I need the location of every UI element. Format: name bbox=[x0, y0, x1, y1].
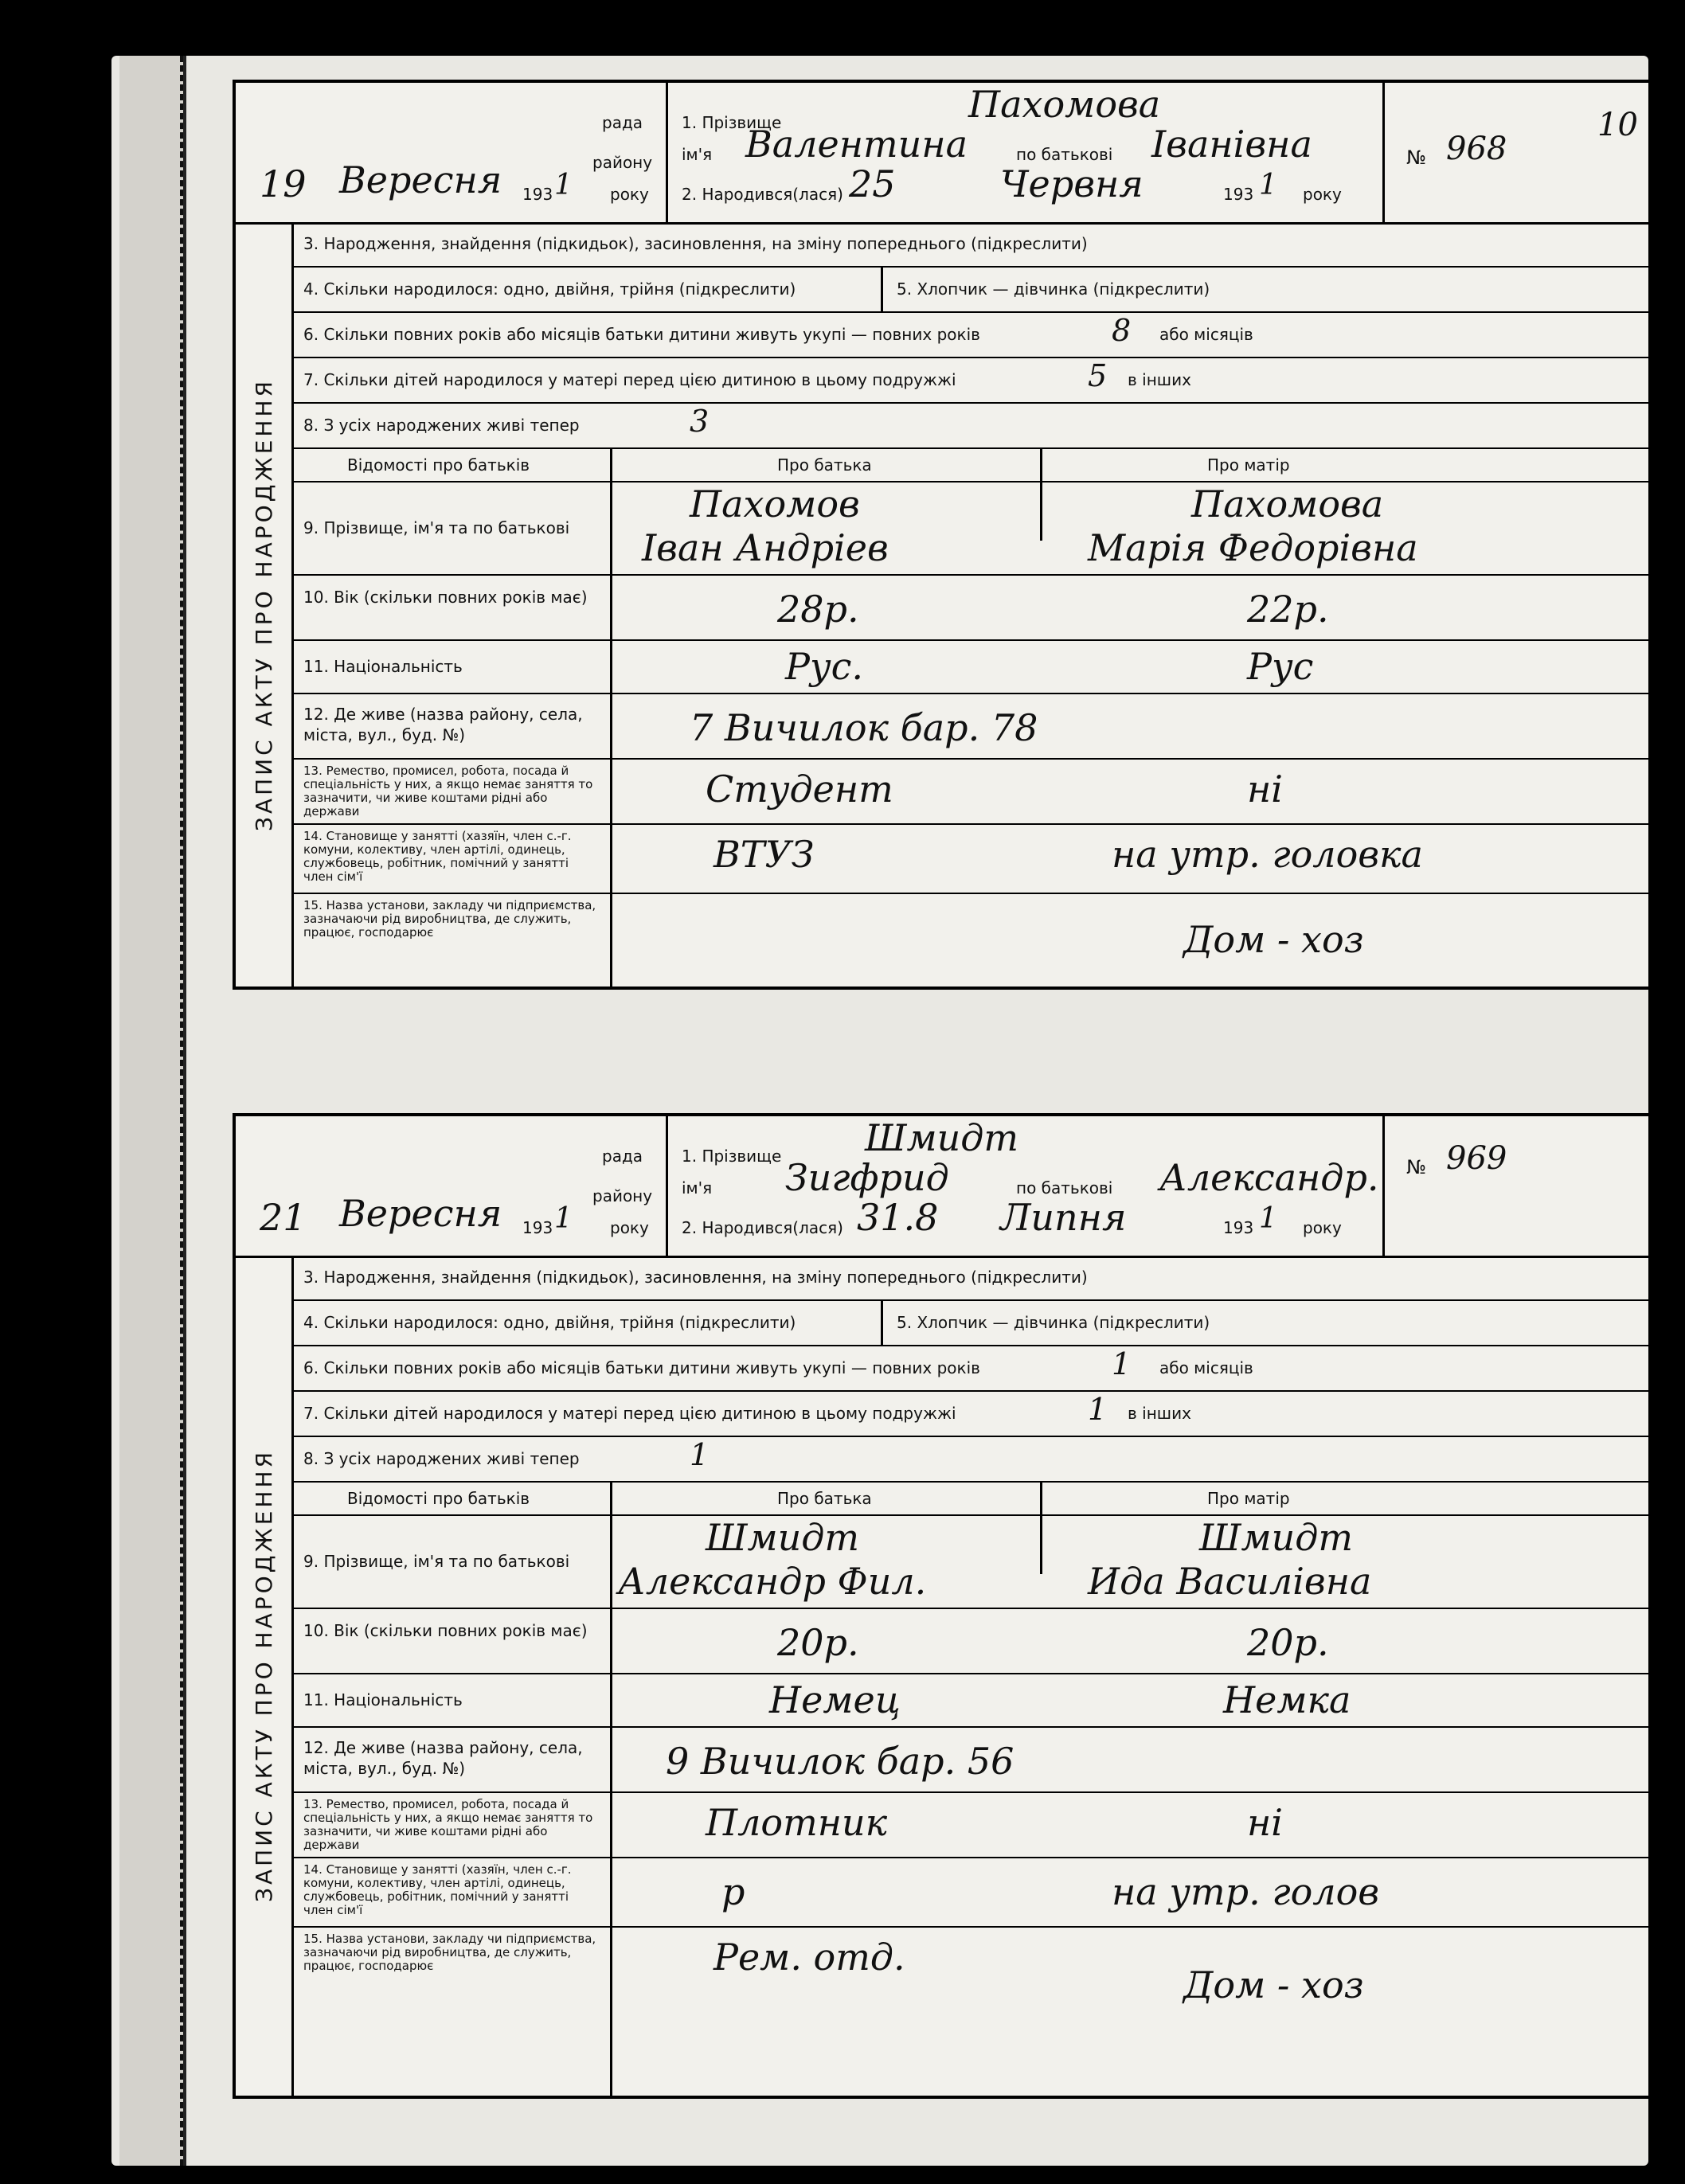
surname-label: 1. Прізвище bbox=[682, 113, 782, 132]
side-title bbox=[236, 222, 294, 987]
born-label: 2. Народився(лася) bbox=[682, 185, 843, 204]
q8-text: 8. З усіх народжених живі тепер bbox=[303, 416, 580, 435]
mother-surname: Шмидт bbox=[1199, 1516, 1354, 1559]
about-mother-label: Про матір bbox=[1207, 455, 1290, 475]
q15-text: 15. Назва установи, закладу чи підприємства, зазначаючи рід виробництва, де служить, працює, господарює bbox=[303, 898, 596, 940]
q11-text: 11. Національність bbox=[303, 1690, 463, 1709]
address: 7 Вичилок бар. 78 bbox=[690, 706, 1038, 749]
patronymic-label: по батькові bbox=[1016, 145, 1113, 164]
father-age: 28р. bbox=[777, 588, 859, 631]
side-title-text: ЗАПИС АКТУ ПРО НАРОДЖЕННЯ bbox=[250, 377, 277, 831]
reg-year-suffix: 1 bbox=[554, 1202, 573, 1235]
q10-text: 10. Вік (скільки повних років має) bbox=[303, 588, 588, 607]
birth-record-968 bbox=[233, 80, 1648, 990]
q6-text: 6. Скільки повних років або місяців батьки дитини живуть укупі — повних років bbox=[303, 1358, 980, 1377]
q7-row bbox=[291, 358, 1648, 404]
side-title-text: ЗАПИС АКТУ ПРО НАРОДЖЕННЯ bbox=[250, 1449, 277, 1902]
corner-note: 10 bbox=[1597, 107, 1638, 143]
child-surname: Шмидт bbox=[865, 1116, 1019, 1159]
roku-label: року bbox=[610, 1218, 649, 1237]
child-name-block bbox=[666, 83, 1385, 222]
q12-text: 12. Де живе (назва району, села, міста, вул., буд. №) bbox=[303, 1738, 583, 1778]
q7-text: 7. Скільки дітей народилося у матері перед цією дитиною в цьому подружжі bbox=[303, 1404, 956, 1423]
name-label: ім'я bbox=[682, 145, 713, 164]
surname-label: 1. Прізвище bbox=[682, 1147, 782, 1166]
binding-stitch bbox=[180, 56, 188, 2166]
birth-month: Червня bbox=[1000, 162, 1144, 205]
father-surname: Пахомов bbox=[690, 483, 860, 525]
father-name: Іван Андріев bbox=[642, 526, 889, 569]
q4-q5-row bbox=[291, 268, 1648, 313]
q14-text: 14. Становище у занятті (хазяїн, член с.-г. комуни, колективу, член артілі, одинець, службовець, робітник, помічний у занятті член сім'ї bbox=[303, 1862, 572, 1917]
mother-name: Марія Федорівна bbox=[1088, 526, 1418, 569]
q6b-text: або місяців bbox=[1159, 325, 1253, 344]
father-age: 20р. bbox=[777, 1621, 859, 1664]
page-binding bbox=[119, 56, 186, 2166]
record-number-block bbox=[1382, 83, 1648, 222]
alive-now: 1 bbox=[690, 1437, 710, 1472]
q8-row bbox=[291, 1437, 1648, 1483]
parents-header-row bbox=[291, 1483, 1648, 1516]
about-father-label: Про батька bbox=[777, 1489, 872, 1508]
q9-row bbox=[291, 1516, 1648, 1609]
q7b-text: в інших bbox=[1128, 1404, 1191, 1423]
record-body bbox=[291, 1256, 1648, 2096]
father-name: Александр Фил. bbox=[618, 1560, 927, 1603]
child-patronymic: Александр. bbox=[1159, 1156, 1379, 1199]
q7-row bbox=[291, 1392, 1648, 1437]
number-label: № bbox=[1406, 1156, 1426, 1178]
about-mother-label: Про матір bbox=[1207, 1489, 1290, 1508]
q3-text: 3. Народження, знайдення (підкидьок), засиновлення, на зміну попереднього (підкреслити) bbox=[303, 1268, 1088, 1287]
parents-header-row bbox=[291, 449, 1648, 483]
register-page bbox=[111, 56, 1648, 2166]
child-surname: Пахомова bbox=[968, 83, 1161, 126]
q6-row bbox=[291, 1346, 1648, 1392]
reg-year-prefix: 193 bbox=[522, 185, 553, 204]
side-title bbox=[236, 1256, 294, 2096]
years-together: 8 bbox=[1112, 313, 1132, 348]
mother-institution: на утр. головка bbox=[1112, 833, 1423, 876]
name-label: ім'я bbox=[682, 1178, 713, 1197]
number-label: № bbox=[1406, 147, 1426, 169]
q11-text: 11. Національність bbox=[303, 657, 463, 676]
rayonu-label: району bbox=[592, 1186, 653, 1205]
q11-row bbox=[291, 641, 1648, 694]
children-before: 1 bbox=[1088, 1392, 1108, 1427]
q6b-text: або місяців bbox=[1159, 1358, 1253, 1377]
mother-household: Дом - хоз bbox=[1183, 918, 1364, 961]
mother-age: 20р. bbox=[1247, 1621, 1329, 1664]
patronymic-label: по батькові bbox=[1016, 1178, 1113, 1197]
mother-occupation: ні bbox=[1247, 768, 1284, 811]
record-number: 969 bbox=[1446, 1140, 1507, 1177]
mother-household: Дом - хоз bbox=[1183, 1963, 1364, 2006]
mother-nationality: Немка bbox=[1223, 1678, 1351, 1721]
q13-row bbox=[291, 1793, 1648, 1858]
q12-row bbox=[291, 1728, 1648, 1793]
reg-month: Вересня bbox=[339, 1192, 502, 1235]
registration-date-block bbox=[236, 1116, 668, 1256]
father-nationality: Немец bbox=[769, 1678, 901, 1721]
q3-row bbox=[291, 1256, 1648, 1301]
birth-day: 31.8 bbox=[857, 1196, 939, 1239]
child-first-name: Валентина bbox=[745, 123, 968, 166]
record-number: 968 bbox=[1446, 131, 1507, 167]
q14-row bbox=[291, 1858, 1648, 1928]
address: 9 Вичилок бар. 56 bbox=[666, 1740, 1015, 1783]
about-father-label: Про батька bbox=[777, 455, 872, 475]
q5-text: 5. Хлопчик — дівчинка (підкреслити) bbox=[897, 279, 1210, 299]
parents-info-label: Відомості про батьків bbox=[347, 1489, 530, 1508]
rayonu-label: району bbox=[592, 153, 653, 172]
q7-text: 7. Скільки дітей народилося у матері перед цією дитиною в цьому подружжі bbox=[303, 370, 956, 389]
father-occupation: Плотник bbox=[706, 1801, 888, 1844]
mother-institution: на утр. голов bbox=[1112, 1870, 1380, 1913]
father-nationality: Рус. bbox=[785, 645, 864, 688]
q10-text: 10. Вік (скільки повних років має) bbox=[303, 1621, 588, 1640]
q13-text: 13. Ремество, промисел, робота, посада й спеціальність у них, а якщо немає заняття то зазначити, чи живе коштами рідні або держави bbox=[303, 764, 593, 819]
record-number-block bbox=[1382, 1116, 1648, 1256]
father-institution: Рем. отд. bbox=[713, 1936, 905, 1979]
mother-nationality: Рус bbox=[1247, 645, 1314, 688]
q9-row bbox=[291, 483, 1648, 576]
q8-row bbox=[291, 404, 1648, 449]
divider bbox=[881, 1301, 883, 1345]
q8-text: 8. З усіх народжених живі тепер bbox=[303, 1449, 580, 1468]
mother-surname: Пахомова bbox=[1191, 483, 1384, 525]
rada-label: рада bbox=[602, 113, 643, 132]
q15-text: 15. Назва установи, закладу чи підприємства, зазначаючи рід виробництва, де служить, працює, господарює bbox=[303, 1932, 596, 1973]
record-body bbox=[291, 222, 1648, 987]
child-patronymic: Іванівна bbox=[1151, 123, 1312, 166]
record-header bbox=[236, 1116, 1648, 1258]
roku-label-2: року bbox=[1303, 185, 1342, 204]
roku-label: року bbox=[610, 185, 649, 204]
q12-text: 12. Де живе (назва району, села, міста, вул., буд. №) bbox=[303, 705, 583, 744]
alive-now: 3 bbox=[690, 404, 710, 439]
reg-year-prefix: 193 bbox=[522, 1218, 553, 1237]
q9-text: 9. Прізвище, ім'я та по батькові bbox=[303, 1552, 570, 1571]
q7b-text: в інших bbox=[1128, 370, 1191, 389]
birth-year-prefix: 193 bbox=[1223, 185, 1254, 204]
q4-text: 4. Скільки народилося: одно, двійня, трійня (підкреслити) bbox=[303, 1313, 796, 1332]
roku-label-2: року bbox=[1303, 1218, 1342, 1237]
q3-text: 3. Народження, знайдення (підкидьок), засиновлення, на зміну попереднього (підкреслити) bbox=[303, 234, 1088, 253]
father-occupation: Студент bbox=[706, 768, 893, 811]
record-header bbox=[236, 83, 1648, 225]
q5-text: 5. Хлопчик — дівчинка (підкреслити) bbox=[897, 1313, 1210, 1332]
q9-text: 9. Прізвище, ім'я та по батькові bbox=[303, 518, 570, 537]
q12-row bbox=[291, 694, 1648, 760]
q13-text: 13. Ремество, промисел, робота, посада й спеціальність у них, а якщо немає заняття то зазначити, чи живе коштами рідні або держави bbox=[303, 1797, 593, 1852]
reg-day: 21 bbox=[260, 1196, 307, 1239]
q13-row bbox=[291, 760, 1648, 825]
q6-row bbox=[291, 313, 1648, 358]
birth-year-prefix: 193 bbox=[1223, 1218, 1254, 1237]
registration-date-block bbox=[236, 83, 668, 222]
q14-row bbox=[291, 825, 1648, 894]
born-label: 2. Народився(лася) bbox=[682, 1218, 843, 1237]
father-institution: ВТУЗ bbox=[713, 833, 815, 876]
q6-text: 6. Скільки повних років або місяців батьки дитини живуть укупі — повних років bbox=[303, 325, 980, 344]
mother-age: 22р. bbox=[1247, 588, 1329, 631]
q15-row bbox=[291, 894, 1648, 982]
rada-label: рада bbox=[602, 1147, 643, 1166]
father-surname: Шмидт bbox=[706, 1516, 860, 1559]
birth-year-suffix: 1 bbox=[1259, 1202, 1277, 1235]
q10-row bbox=[291, 1609, 1648, 1674]
birth-year-suffix: 1 bbox=[1259, 169, 1277, 201]
mother-occupation: ні bbox=[1247, 1801, 1284, 1844]
reg-year-suffix: 1 bbox=[554, 169, 573, 201]
q15-row bbox=[291, 1928, 1648, 2015]
parents-info-label: Відомості про батьків bbox=[347, 455, 530, 475]
q10-row bbox=[291, 576, 1648, 641]
years-together: 1 bbox=[1112, 1346, 1132, 1381]
child-first-name: Зигфрид bbox=[785, 1156, 949, 1199]
mother-name: Ида Василівна bbox=[1088, 1560, 1372, 1603]
q14-text: 14. Становище у занятті (хазяїн, член с.-г. комуни, колективу, член артілі, одинець, службовець, робітник, помічний у занятті член сім'ї bbox=[303, 829, 572, 884]
q11-row bbox=[291, 1674, 1648, 1728]
q4-q5-row bbox=[291, 1301, 1648, 1346]
birth-record-969 bbox=[233, 1113, 1648, 2099]
q3-row bbox=[291, 222, 1648, 268]
birth-month: Липня bbox=[1000, 1196, 1127, 1239]
reg-month: Вересня bbox=[339, 158, 502, 201]
q4-text: 4. Скільки народилося: одно, двійня, трійня (підкреслити) bbox=[303, 279, 796, 299]
child-name-block bbox=[666, 1116, 1385, 1256]
father-status: р bbox=[721, 1870, 745, 1913]
birth-day: 25 bbox=[849, 162, 896, 205]
reg-day: 19 bbox=[260, 162, 307, 205]
divider bbox=[881, 268, 883, 311]
children-before: 5 bbox=[1088, 358, 1108, 393]
